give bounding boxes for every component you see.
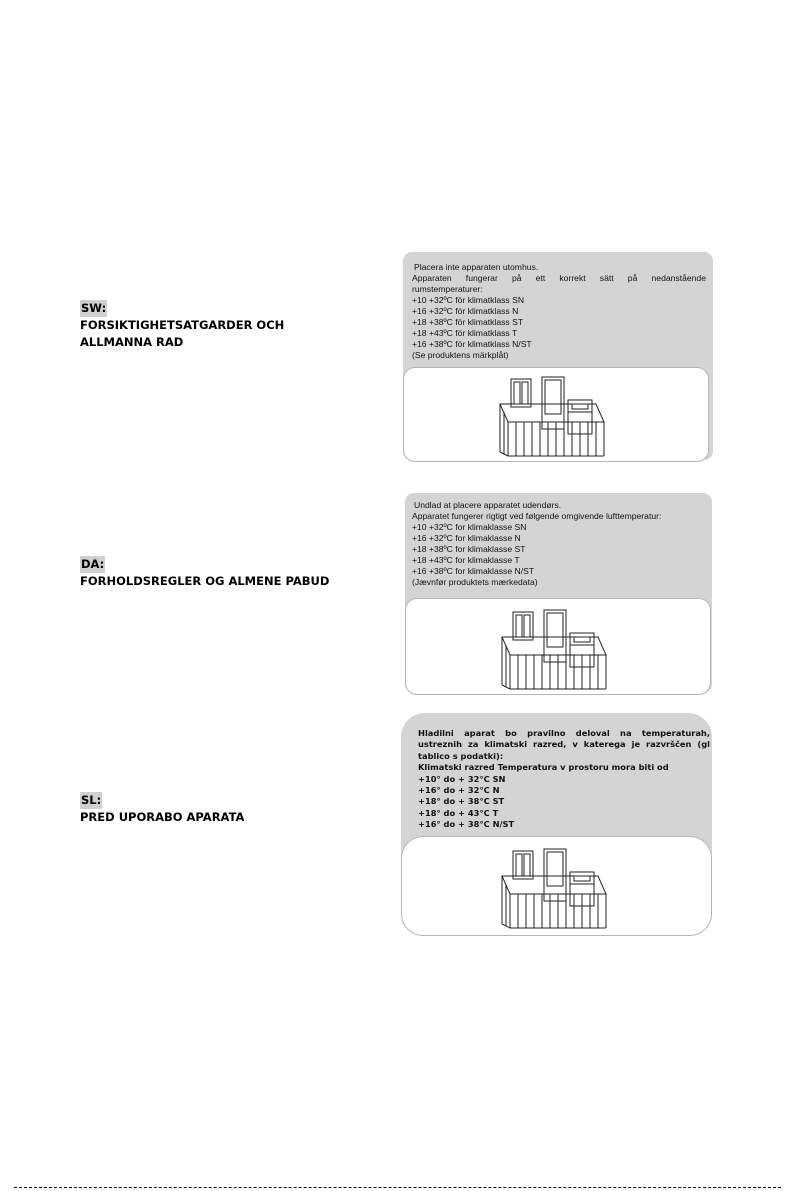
- illustration-box-sl: [401, 836, 712, 936]
- illustration-box-da: [405, 598, 711, 695]
- balcony-fridge-illustration-icon: [498, 845, 610, 931]
- balcony-fridge-illustration-icon: [496, 374, 608, 458]
- section-heading-sw: [80, 300, 284, 351]
- panel-line: +18 +38ºC för klimatklass ST: [412, 317, 524, 327]
- panel-line: ustreznih za klimatski razred, v katerega je razvrščen (gl: [418, 739, 710, 750]
- panel-line: +18° do + 43°C T: [418, 807, 499, 818]
- panel-line: +18 +38ºC for klimaklasse ST: [412, 544, 526, 554]
- panel-line: (Jævnfør produktets mærkedata): [412, 577, 538, 587]
- panel-line: +18 +43ºC for klimaklasse T: [412, 555, 520, 565]
- panel-text-sl: [418, 728, 710, 831]
- section-title-line: FORSIKTIGHETSATGARDER OCH: [80, 318, 285, 332]
- panel-line: Apparaten fungerar på ett korrekt sätt på nedanstående: [412, 273, 706, 283]
- panel-line: +18 +43ºC för klimatklass T: [412, 328, 518, 338]
- panel-line: Placera inte apparaten utomhus.: [414, 262, 539, 272]
- language-code-da: DA:: [81, 557, 105, 571]
- panel-line: +10 +32ºC för klimatklass SN: [412, 295, 525, 305]
- section-title-line: FORHOLDSREGLER OG ALMENE PABUD: [80, 574, 330, 588]
- language-code-sw: SW:: [81, 301, 107, 315]
- panel-line: tablico s podatki):: [418, 750, 504, 761]
- panel-line: +10° do + 32°C SN: [418, 773, 506, 784]
- panel-line: +16 +38ºC för klimatklass N/ST: [412, 339, 532, 349]
- section-heading-sl: [80, 792, 244, 826]
- illustration-box-sw: [403, 367, 709, 462]
- panel-line: +16 +38ºC for klimaklasse N/ST: [412, 566, 535, 576]
- panel-line: +16° do + 32°C N: [418, 785, 500, 796]
- panel-line: +16 +32ºC for klimaklasse N: [412, 533, 521, 543]
- section-heading-da: [80, 556, 329, 590]
- panel-line: +16 +32ºC för klimatklass N: [412, 306, 519, 316]
- section-title-line: PRED UPORABO APARATA: [80, 810, 245, 824]
- panel-line: +10 +32ºC for klimaklasse SN: [412, 522, 527, 532]
- panel-text-sw: [412, 262, 706, 361]
- panel-line: +16° do + 38°C N/ST: [418, 819, 515, 830]
- panel-line: (Se produktens märkplåt): [412, 350, 509, 360]
- language-code-sl: SL:: [81, 793, 102, 807]
- panel-line: Apparatet fungerer rigtigt ved følgende omgivende lufttemperatur:: [412, 511, 662, 521]
- panel-line: Klimatski razred Temperatura v prostoru mora biti od: [418, 762, 669, 773]
- panel-text-da: [412, 500, 710, 588]
- balcony-fridge-illustration-icon: [498, 607, 610, 691]
- panel-line: +18° do + 38°C ST: [418, 796, 505, 807]
- panel-line: Hladilni aparat bo pravilno deloval na temperaturah,: [418, 728, 710, 738]
- panel-line: rumstemperaturer:: [412, 284, 483, 294]
- section-title-line: ALLMANNA RAD: [80, 335, 184, 349]
- panel-line: Undlad at placere apparatet udendørs.: [414, 500, 562, 510]
- page-bottom-dashed-line: [14, 1187, 781, 1188]
